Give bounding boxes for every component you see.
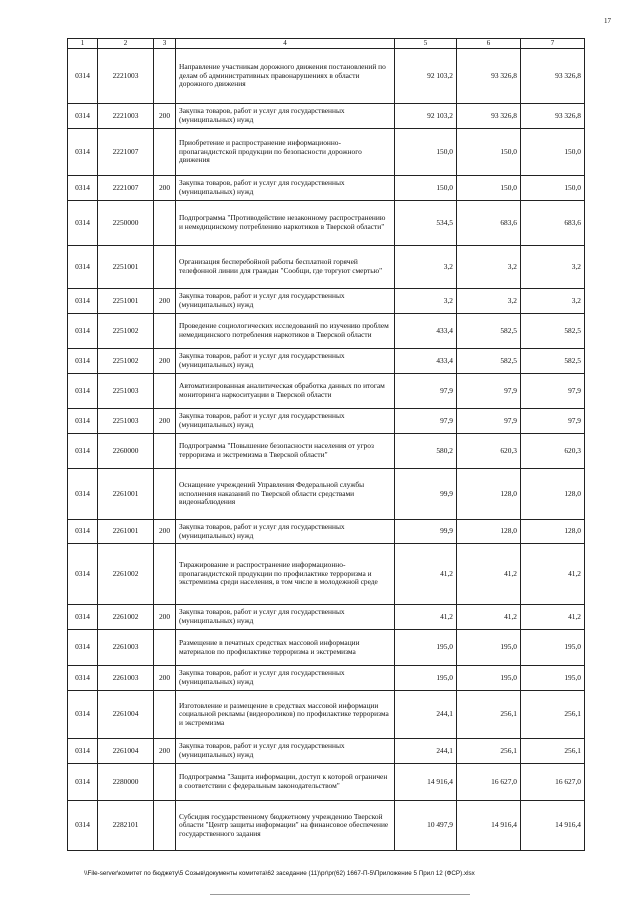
section-code: 0314 xyxy=(68,246,98,289)
target-item-code: 2251002 xyxy=(98,349,154,374)
amount-col6: 97,9 xyxy=(457,374,521,409)
table-row xyxy=(68,469,585,520)
item-description: Подпрограмма "Повышение безопасности населения от угроз терроризма и экстремизма в Тверской области" xyxy=(176,434,395,469)
target-item-code: 2261002 xyxy=(98,544,154,605)
table-row xyxy=(68,520,585,544)
amount-col5: 92 103,2 xyxy=(395,104,457,129)
column-header: 3 xyxy=(154,39,176,49)
amount-col6: 128,0 xyxy=(457,520,521,544)
amount-col5: 99,9 xyxy=(395,520,457,544)
target-item-code: 2282101 xyxy=(98,801,154,851)
section-code: 0314 xyxy=(68,314,98,349)
amount-col5: 150,0 xyxy=(395,176,457,201)
amount-col7: 128,0 xyxy=(521,469,585,520)
section-code: 0314 xyxy=(68,605,98,630)
amount-col7: 97,9 xyxy=(521,409,585,434)
amount-col5: 92 103,2 xyxy=(395,49,457,104)
item-description: Организация бесперебойной работы бесплатной горячей телефонной линии для граждан "Сообщи, где торгуют смертью" xyxy=(176,246,395,289)
expense-type-code xyxy=(154,246,176,289)
expense-type-code xyxy=(154,469,176,520)
amount-col5: 244,1 xyxy=(395,691,457,739)
target-item-code: 2261001 xyxy=(98,520,154,544)
table-row xyxy=(68,201,585,246)
expense-type-code xyxy=(154,314,176,349)
item-description: Направление участникам дорожного движения постановлений по делам об административных правонарушениях в области дорожного движения xyxy=(176,49,395,104)
budget-table xyxy=(67,38,585,851)
table-row xyxy=(68,349,585,374)
amount-col7: 582,5 xyxy=(521,314,585,349)
table-row xyxy=(68,49,585,104)
amount-col6: 14 916,4 xyxy=(457,801,521,851)
item-description: Оснащение учреждений Управления Федеральной службы исполнения наказаний по Тверской области средствами видеонаблюдения xyxy=(176,469,395,520)
table-row xyxy=(68,374,585,409)
section-code: 0314 xyxy=(68,374,98,409)
table-row xyxy=(68,434,585,469)
amount-col6: 3,2 xyxy=(457,246,521,289)
item-description: Изготовление и размещение в средствах массовой информации социальной рекламы (видеороликов) по профилактике терроризма и экстремизма xyxy=(176,691,395,739)
item-description: Проведение социологических исследований по изучению проблем немедицинского потребления наркотиков в Тверской области xyxy=(176,314,395,349)
expense-type-code xyxy=(154,374,176,409)
item-description: Подпрограмма "Защита информации, доступ к которой ограничен в соответствии с федеральным законодательством" xyxy=(176,764,395,801)
section-code: 0314 xyxy=(68,469,98,520)
expense-type-code xyxy=(154,691,176,739)
column-header: 1 xyxy=(68,39,98,49)
table-row xyxy=(68,129,585,176)
amount-col5: 41,2 xyxy=(395,544,457,605)
target-item-code: 2251003 xyxy=(98,374,154,409)
amount-col7: 41,2 xyxy=(521,605,585,630)
expense-type-code: 200 xyxy=(154,176,176,201)
column-header: 2 xyxy=(98,39,154,49)
target-item-code: 2280000 xyxy=(98,764,154,801)
amount-col7: 14 916,4 xyxy=(521,801,585,851)
table-row xyxy=(68,739,585,764)
expense-type-code xyxy=(154,129,176,176)
column-header: 4 xyxy=(176,39,395,49)
item-description: Тиражирование и распространение информационно-пропагандистской продукции по профилактике терроризма и экстремизма среди населения, в том числе в молодежной среде xyxy=(176,544,395,605)
amount-col5: 534,5 xyxy=(395,201,457,246)
amount-col6: 620,3 xyxy=(457,434,521,469)
item-description: Закупка товаров, работ и услуг для государственных (муниципальных) нужд xyxy=(176,104,395,129)
amount-col5: 580,2 xyxy=(395,434,457,469)
amount-col5: 195,0 xyxy=(395,630,457,666)
table-row xyxy=(68,409,585,434)
amount-col7: 582,5 xyxy=(521,349,585,374)
target-item-code: 2250000 xyxy=(98,201,154,246)
section-code: 0314 xyxy=(68,409,98,434)
amount-col6: 3,2 xyxy=(457,289,521,314)
expense-type-code: 200 xyxy=(154,104,176,129)
amount-col7: 195,0 xyxy=(521,630,585,666)
table-row xyxy=(68,666,585,691)
target-item-code: 2251001 xyxy=(98,289,154,314)
table-row xyxy=(68,176,585,201)
item-description: Закупка товаров, работ и услуг для государственных (муниципальных) нужд xyxy=(176,520,395,544)
amount-col5: 195,0 xyxy=(395,666,457,691)
amount-col7: 256,1 xyxy=(521,691,585,739)
amount-col6: 195,0 xyxy=(457,630,521,666)
amount-col7: 3,2 xyxy=(521,289,585,314)
amount-col5: 97,9 xyxy=(395,409,457,434)
amount-col5: 244,1 xyxy=(395,739,457,764)
table-row xyxy=(68,630,585,666)
amount-col6: 41,2 xyxy=(457,544,521,605)
target-item-code: 2261003 xyxy=(98,666,154,691)
item-description: Закупка товаров, работ и услуг для государственных (муниципальных) нужд xyxy=(176,605,395,630)
target-item-code: 2261002 xyxy=(98,605,154,630)
amount-col6: 93 326,8 xyxy=(457,104,521,129)
section-code: 0314 xyxy=(68,666,98,691)
item-description: Автоматизированная аналитическая обработка данных по итогам мониторинга наркоситуации в Тверской области xyxy=(176,374,395,409)
section-code: 0314 xyxy=(68,201,98,246)
column-header: 6 xyxy=(457,39,521,49)
table-row xyxy=(68,314,585,349)
amount-col5: 3,2 xyxy=(395,289,457,314)
section-code: 0314 xyxy=(68,434,98,469)
target-item-code: 2251003 xyxy=(98,409,154,434)
amount-col7: 195,0 xyxy=(521,666,585,691)
amount-col6: 150,0 xyxy=(457,176,521,201)
amount-col6: 195,0 xyxy=(457,666,521,691)
expense-type-code: 200 xyxy=(154,739,176,764)
amount-col7: 620,3 xyxy=(521,434,585,469)
amount-col5: 97,9 xyxy=(395,374,457,409)
target-item-code: 2261003 xyxy=(98,630,154,666)
amount-col7: 256,1 xyxy=(521,739,585,764)
column-header: 5 xyxy=(395,39,457,49)
table-row xyxy=(68,289,585,314)
footer-file-path: \\File-server\комитет по бюджету\5 Созыв\документы комитета\62 заседание (11)\pr\pr(62) 1667-П-5\Приложение 5 Прил 12 (ФСР).xlsx xyxy=(84,870,475,877)
amount-col6: 683,6 xyxy=(457,201,521,246)
amount-col5: 10 497,9 xyxy=(395,801,457,851)
section-code: 0314 xyxy=(68,544,98,605)
section-code: 0314 xyxy=(68,176,98,201)
amount-col7: 683,6 xyxy=(521,201,585,246)
target-item-code: 2221003 xyxy=(98,49,154,104)
table-body xyxy=(68,49,585,851)
amount-col7: 3,2 xyxy=(521,246,585,289)
amount-col5: 99,9 xyxy=(395,469,457,520)
section-code: 0314 xyxy=(68,801,98,851)
amount-col7: 41,2 xyxy=(521,544,585,605)
amount-col7: 150,0 xyxy=(521,129,585,176)
expense-type-code xyxy=(154,49,176,104)
item-description: Приобретение и распространение информационно-пропагандистской продукции по безопасности дорожного движения xyxy=(176,129,395,176)
table-header-row xyxy=(68,39,585,49)
section-code: 0314 xyxy=(68,520,98,544)
item-description: Закупка товаров, работ и услуг для государственных (муниципальных) нужд xyxy=(176,176,395,201)
amount-col6: 582,5 xyxy=(457,314,521,349)
table-row xyxy=(68,801,585,851)
section-code: 0314 xyxy=(68,104,98,129)
item-description: Размещение в печатных средствах массовой информации материалов по профилактике терроризма и экстремизма xyxy=(176,630,395,666)
amount-col5: 14 916,4 xyxy=(395,764,457,801)
item-description: Закупка товаров, работ и услуг для государственных (муниципальных) нужд xyxy=(176,739,395,764)
item-description: Закупка товаров, работ и услуг для государственных (муниципальных) нужд xyxy=(176,349,395,374)
expense-type-code: 200 xyxy=(154,666,176,691)
amount-col7: 93 326,8 xyxy=(521,49,585,104)
amount-col6: 256,1 xyxy=(457,691,521,739)
target-item-code: 2251001 xyxy=(98,246,154,289)
amount-col5: 433,4 xyxy=(395,349,457,374)
amount-col7: 93 326,8 xyxy=(521,104,585,129)
table-row xyxy=(68,764,585,801)
amount-col7: 97,9 xyxy=(521,374,585,409)
amount-col5: 150,0 xyxy=(395,129,457,176)
amount-col6: 582,5 xyxy=(457,349,521,374)
amount-col5: 41,2 xyxy=(395,605,457,630)
amount-col6: 128,0 xyxy=(457,469,521,520)
amount-col6: 256,1 xyxy=(457,739,521,764)
section-code: 0314 xyxy=(68,630,98,666)
table-row xyxy=(68,691,585,739)
section-code: 0314 xyxy=(68,349,98,374)
item-description: Закупка товаров, работ и услуг для государственных (муниципальных) нужд xyxy=(176,409,395,434)
amount-col6: 93 326,8 xyxy=(457,49,521,104)
section-code: 0314 xyxy=(68,764,98,801)
target-item-code: 2261001 xyxy=(98,469,154,520)
target-item-code: 2251002 xyxy=(98,314,154,349)
amount-col5: 433,4 xyxy=(395,314,457,349)
amount-col7: 16 627,0 xyxy=(521,764,585,801)
expense-type-code: 200 xyxy=(154,409,176,434)
section-code: 0314 xyxy=(68,129,98,176)
expense-type-code xyxy=(154,434,176,469)
expense-type-code: 200 xyxy=(154,520,176,544)
amount-col5: 3,2 xyxy=(395,246,457,289)
table-row xyxy=(68,605,585,630)
expense-type-code: 200 xyxy=(154,349,176,374)
item-description: Субсидия государственному бюджетному учреждению Тверской области "Центр защиты информации" на финансовое обеспечение государственного задания xyxy=(176,801,395,851)
target-item-code: 2261004 xyxy=(98,739,154,764)
expense-type-code: 200 xyxy=(154,605,176,630)
target-item-code: 2221003 xyxy=(98,104,154,129)
amount-col6: 16 627,0 xyxy=(457,764,521,801)
footer-divider xyxy=(210,894,470,895)
target-item-code: 2221007 xyxy=(98,176,154,201)
table-row xyxy=(68,246,585,289)
amount-col7: 128,0 xyxy=(521,520,585,544)
target-item-code: 2261004 xyxy=(98,691,154,739)
section-code: 0314 xyxy=(68,289,98,314)
expense-type-code: 200 xyxy=(154,289,176,314)
section-code: 0314 xyxy=(68,49,98,104)
page-number: 17 xyxy=(604,17,611,25)
expense-type-code xyxy=(154,544,176,605)
expense-type-code xyxy=(154,630,176,666)
item-description: Закупка товаров, работ и услуг для государственных (муниципальных) нужд xyxy=(176,289,395,314)
expense-type-code xyxy=(154,801,176,851)
item-description: Подпрограмма "Противодействие незаконному распространению и немедицинскому потреблению наркотиков в Тверской области" xyxy=(176,201,395,246)
column-header: 7 xyxy=(521,39,585,49)
target-item-code: 2260000 xyxy=(98,434,154,469)
amount-col6: 150,0 xyxy=(457,129,521,176)
expense-type-code xyxy=(154,201,176,246)
table-row xyxy=(68,104,585,129)
amount-col7: 150,0 xyxy=(521,176,585,201)
section-code: 0314 xyxy=(68,739,98,764)
target-item-code: 2221007 xyxy=(98,129,154,176)
expense-type-code xyxy=(154,764,176,801)
amount-col6: 97,9 xyxy=(457,409,521,434)
amount-col6: 41,2 xyxy=(457,605,521,630)
table-row xyxy=(68,544,585,605)
section-code: 0314 xyxy=(68,691,98,739)
item-description: Закупка товаров, работ и услуг для государственных (муниципальных) нужд xyxy=(176,666,395,691)
